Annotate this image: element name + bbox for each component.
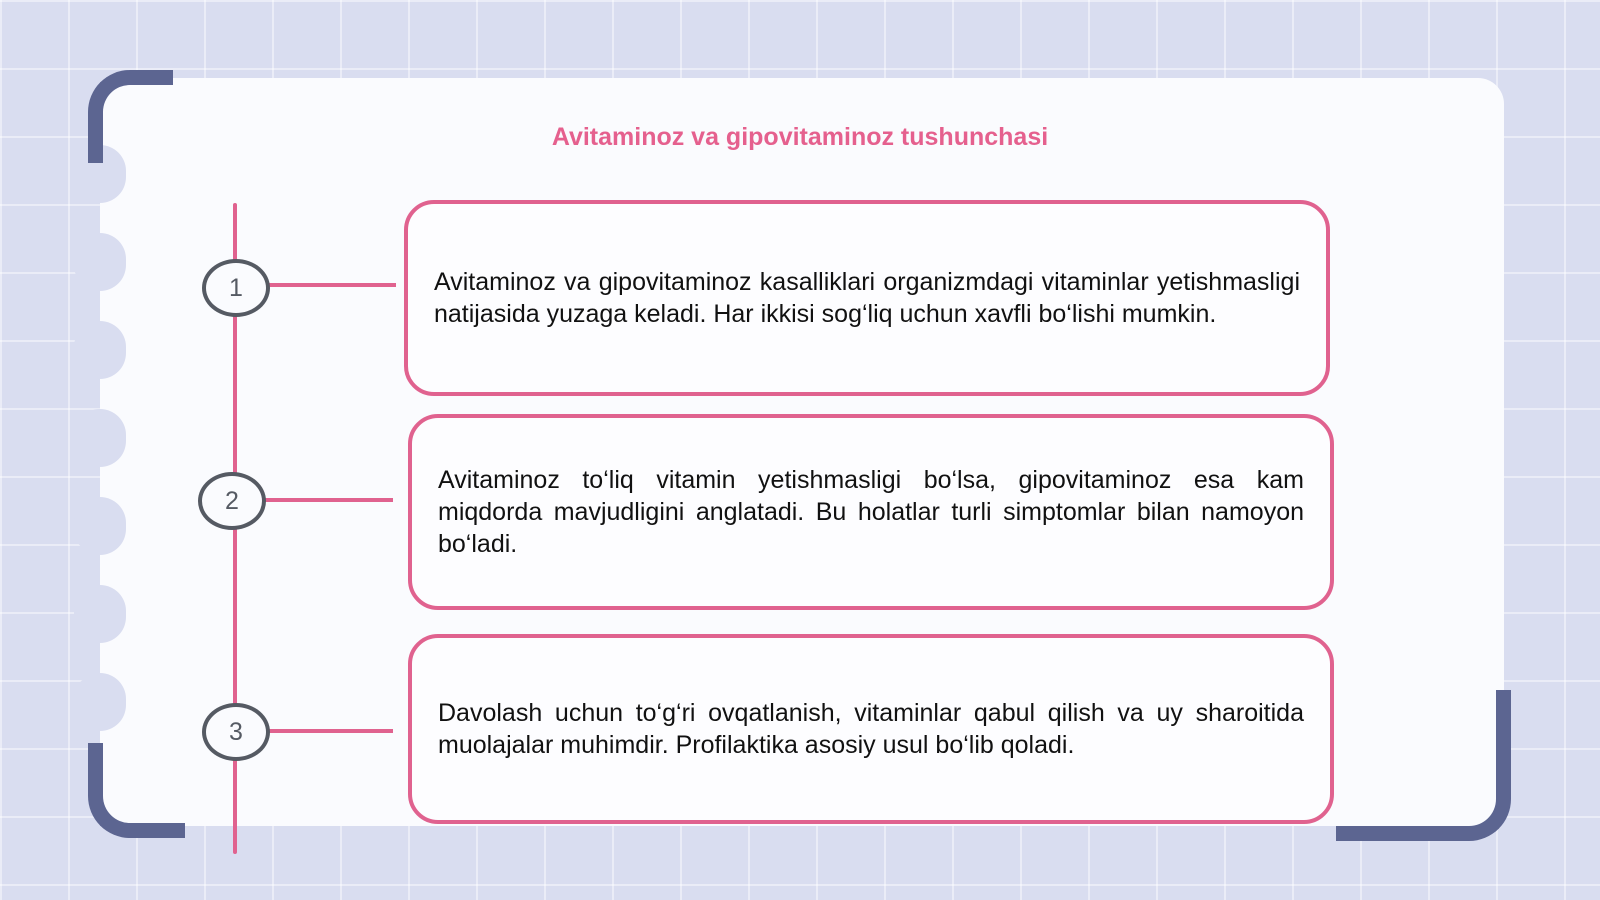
sheet-notch (74, 497, 126, 555)
sheet-notch (74, 321, 126, 379)
connector-line-2 (262, 498, 393, 502)
step-number: 3 (229, 717, 243, 746)
sheet-notch (74, 409, 126, 467)
step-card-text: Avitaminoz va gipovitaminoz kasalliklari organizmdagi vitaminlar yetishmasligi natijasida yuzaga keladi. Har ikkisi sog‘liq uchun xavfli bo‘lishi mumkin. (434, 268, 1300, 328)
step-marker-3 (202, 703, 270, 761)
step-card-1 (404, 200, 1330, 396)
sheet-notch (74, 233, 126, 291)
sheet-notch (74, 585, 126, 643)
step-card-text: Davolash uchun to‘g‘ri ovqatlanish, vitaminlar qabul qilish va uy sharoitida muolajalar muhimdir. Profilaktika asosiy usul bo‘lib qoladi. (438, 699, 1304, 759)
corner-bracket-bottom-right (1336, 690, 1511, 841)
corner-bracket-bottom-left (88, 743, 185, 838)
step-number: 2 (225, 486, 239, 515)
slide-title: Avitaminoz va gipovitaminoz tushunchasi (551, 123, 1049, 151)
step-number: 1 (229, 273, 243, 302)
sheet-notch (74, 673, 126, 731)
step-card-3 (408, 634, 1334, 824)
step-card-2 (408, 414, 1334, 610)
step-marker-2 (198, 472, 266, 530)
connector-line-1 (265, 283, 396, 287)
step-marker-1 (202, 259, 270, 317)
step-card-text: Avitaminoz to‘liq vitamin yetishmasligi bo‘lsa, gipovitaminoz esa kam miqdorda mavjudligini anglatadi. Bu holatlar turli simptomlar bilan namoyon bo‘ladi. (438, 466, 1304, 558)
connector-line-3 (265, 729, 393, 733)
